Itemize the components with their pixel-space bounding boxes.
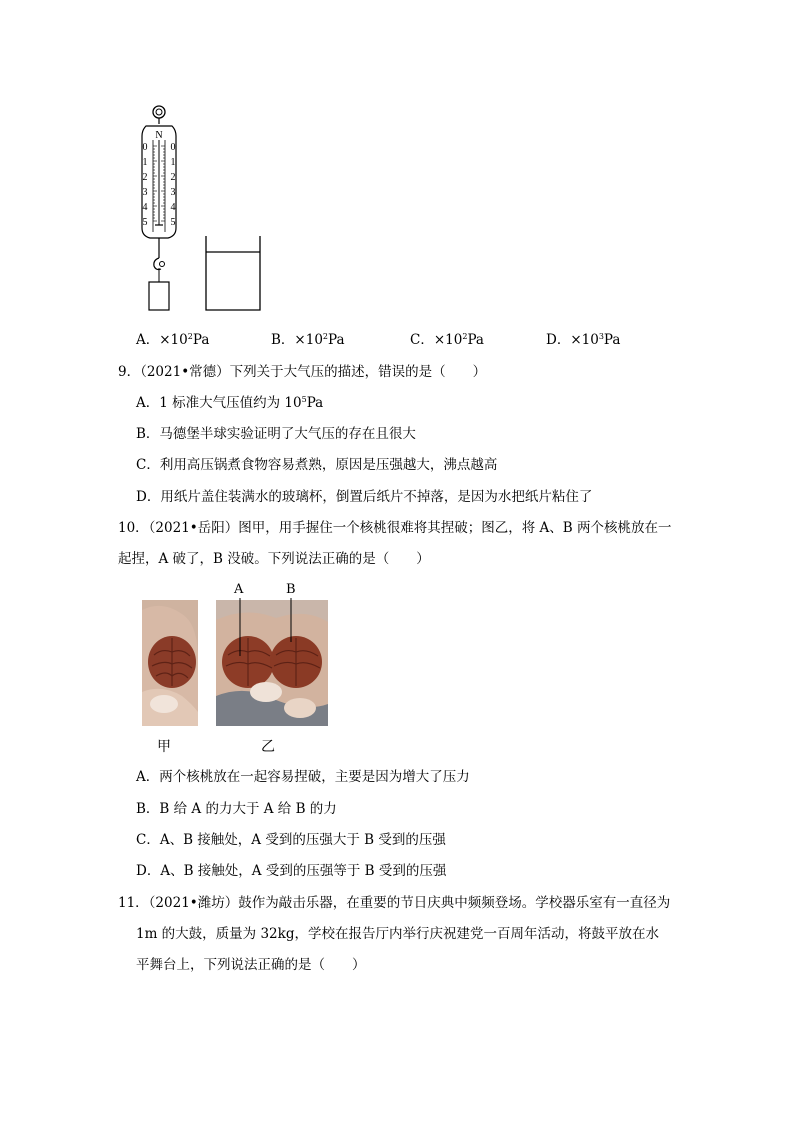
q8-option-b-text: ×10 bbox=[294, 332, 323, 348]
scale-unit-label: N bbox=[155, 130, 163, 141]
scale-right-1: 1 bbox=[170, 157, 176, 168]
q8-option-b-label: B． bbox=[271, 332, 295, 348]
hanging-weight bbox=[149, 282, 169, 310]
q9-option-d[interactable]: D．用纸片盖住装满水的玻璃杯，倒置后纸片不掉落，是因为水把纸片粘住了 bbox=[136, 489, 593, 505]
q10-option-c[interactable]: C．A、B 接触处，A 受到的压强大于 B 受到的压强 bbox=[136, 832, 446, 848]
q8-option-b-exp: 2 bbox=[322, 332, 329, 341]
scale-right-2: 2 bbox=[170, 172, 176, 183]
figure-caption-yi: 乙 bbox=[261, 739, 275, 755]
q8-option-a-unit: Pa bbox=[192, 332, 210, 348]
scale-right-4: 4 bbox=[170, 202, 176, 213]
scale-right-5: 5 bbox=[170, 217, 176, 228]
q8-option-a-text: ×10 bbox=[159, 332, 188, 348]
q8-option-c-label: C． bbox=[410, 332, 434, 348]
q9-option-a-unit: Pa bbox=[306, 395, 324, 411]
scale-left-3: 3 bbox=[142, 187, 148, 198]
figure-caption-jia: 甲 bbox=[157, 739, 171, 755]
spring-scale-figure bbox=[136, 100, 266, 315]
q8-option-d-exp: 3 bbox=[598, 332, 604, 341]
scale-right-3: 3 bbox=[170, 187, 176, 198]
beaker bbox=[206, 236, 260, 310]
q10-option-b[interactable]: B．B 给 A 的力大于 A 给 B 的力 bbox=[136, 801, 337, 817]
q9-option-a[interactable] bbox=[136, 394, 323, 412]
q8-option-b-unit: Pa bbox=[328, 332, 345, 348]
q10-option-a[interactable]: A．两个核桃放在一起容易捏破，主要是因为增大了压力 bbox=[136, 769, 470, 785]
q10-stem-line1: 10．（2021•岳阳）图甲，用手握住一个核桃很难将其捏破；图乙，将 A、B 两个核桃放在一 bbox=[118, 520, 672, 536]
q9-option-c[interactable]: C．利用高压锅煮食物容易煮熟，原因是压强越大，沸点越高 bbox=[136, 457, 498, 473]
q11-stem-line1: 11．（2021•潍坊）鼓作为敲击乐器，在重要的节日庆典中频频登场。学校器乐室有一直径为 bbox=[118, 895, 671, 911]
walnut-label-b: B bbox=[286, 582, 296, 597]
scale-left-5: 5 bbox=[142, 217, 148, 228]
q11-stem-line3: 平舞台上，下列说法正确的是（ ） bbox=[136, 957, 366, 973]
q8-option-c-text: ×10 bbox=[433, 332, 463, 348]
scale-left-1: 1 bbox=[142, 157, 148, 168]
q9-option-a-exp: 5 bbox=[301, 395, 307, 404]
q8-option-c-exp: 2 bbox=[462, 332, 468, 341]
q9-stem: 9．（2021•常德）下列关于大气压的描述，错误的是（ ） bbox=[118, 364, 487, 380]
scale-left-0: 0 bbox=[142, 142, 148, 153]
q8-option-a[interactable] bbox=[136, 331, 209, 349]
scale-left-4: 4 bbox=[142, 202, 148, 213]
q8-option-c[interactable] bbox=[410, 331, 484, 349]
walnut-label-a: A bbox=[234, 582, 244, 597]
q8-option-d-text: ×10 bbox=[570, 332, 599, 348]
scale-left-2: 2 bbox=[142, 172, 148, 183]
scale-right-0: 0 bbox=[170, 142, 176, 153]
q8-option-d-label: D． bbox=[546, 332, 571, 348]
q8-option-b[interactable] bbox=[271, 331, 345, 349]
q8-option-c-unit: Pa bbox=[467, 332, 484, 348]
walnut-photo-left bbox=[142, 600, 198, 726]
q10-option-d[interactable]: D．A、B 接触处，A 受到的压强等于 B 受到的压强 bbox=[136, 863, 447, 879]
spring-scale-diagram bbox=[136, 100, 266, 315]
q11-stem-line2: 1m 的大鼓，质量为 32kg，学校在报告厅内举行庆祝建党一百周年活动，将鼓平放在水 bbox=[136, 926, 659, 942]
q8-option-a-label: A． bbox=[136, 332, 160, 348]
q9-option-a-text: A．1 标准大气压值约为 10 bbox=[136, 395, 302, 411]
q8-option-d[interactable] bbox=[546, 331, 620, 349]
q10-stem-line2: 起捏，A 破了，B 没破。下列说法正确的是（ ） bbox=[118, 551, 430, 567]
q9-option-b[interactable]: B．马德堡半球实验证明了大气压的存在且很大 bbox=[136, 426, 416, 442]
walnut-pointer-lines bbox=[230, 596, 300, 658]
q8-option-d-unit: Pa bbox=[603, 332, 621, 348]
q8-option-a-exp: 2 bbox=[187, 332, 193, 341]
